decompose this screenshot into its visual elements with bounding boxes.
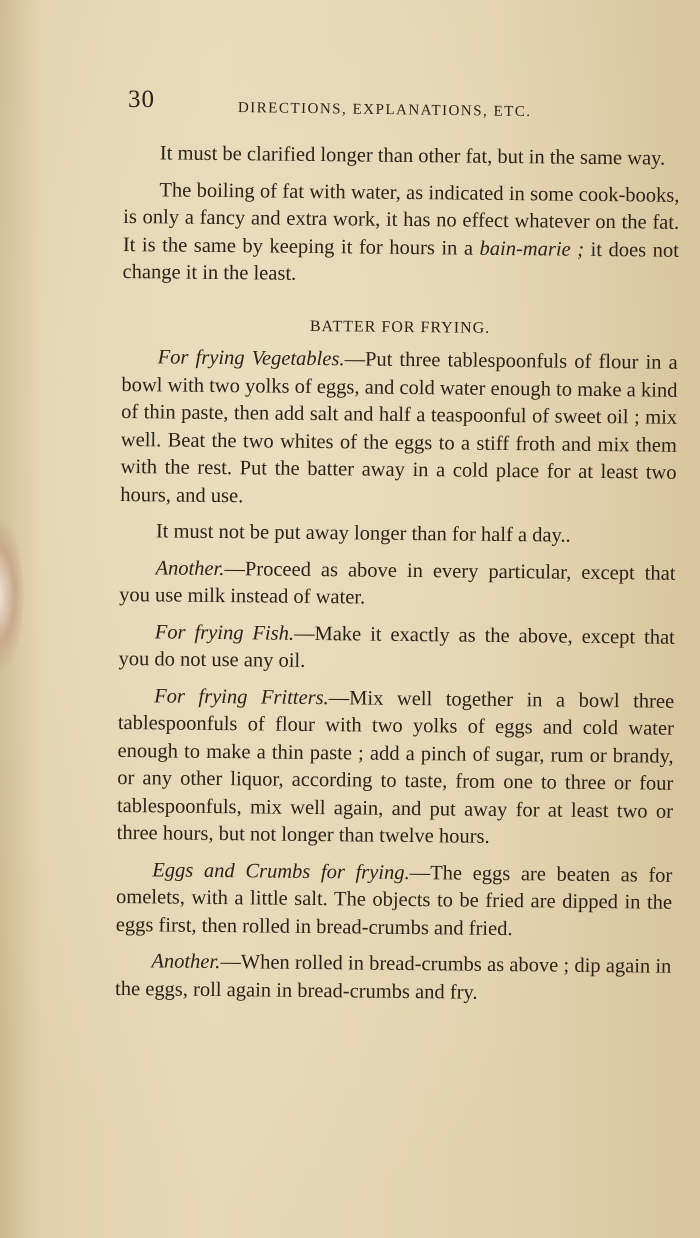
section-heading: BATTER FOR FRYING. <box>309 317 491 337</box>
entry-another-milk <box>119 554 676 615</box>
entry-text: —Make it exactly as the above, except that you do not use any oil. <box>118 622 675 672</box>
entry-lead: For frying Fish. <box>154 620 295 645</box>
entry-text: —Put three tablespoonfuls of flour in a bowl with two yolks of eggs, and cold water enough to make a kind of thin paste, then add salt and half a teaspoonful of sweet oil ; mix well. Beat the two whites of the eggs to a stiff froth and mix them with the rest. Put the batter away in a cold place for at least two hours, and use. <box>120 348 678 507</box>
thumb-shadow <box>0 520 24 670</box>
entry-fritters <box>117 682 675 853</box>
entry-lead: For frying Vegetables. <box>157 346 345 371</box>
page-number: 30 <box>128 86 155 113</box>
running-head: DIRECTIONS, EXPLANATIONS, ETC. <box>237 100 532 121</box>
page-body <box>115 140 680 1018</box>
paragraph-boiling-fat-end: it does not change it in the least. <box>122 238 680 285</box>
entry-another-crumbs <box>115 948 672 1009</box>
entry-text: —The eggs are beaten as for omelets, with a little salt. The objects to be fried are dipped in the eggs first, then rolled in bread-crumbs and fried. <box>115 861 673 940</box>
entry-text: —Proceed as above in every particular, except that you use milk instead of water. <box>119 557 676 609</box>
entry-lead: Another. <box>151 950 221 974</box>
entry-lead: Eggs and Crumbs for frying. <box>152 858 410 884</box>
bain-marie-term: bain-marie ; <box>479 237 585 261</box>
entry-vegetables <box>120 344 678 515</box>
entry-eggs-crumbs <box>116 856 673 944</box>
paragraph-clarified: It must be clarified longer than other fat, but in the same way. <box>159 142 666 170</box>
entry-lead: For frying Fritters. <box>154 684 329 709</box>
entry-text: It must not be put away longer than for half a day.. <box>155 520 571 547</box>
entry-text: —When rolled in bread-crumbs as above ; dip again in the eggs, roll again in bread-crumbs and fry. <box>114 951 672 1004</box>
entry-lead: Another. <box>155 556 225 580</box>
page-header <box>128 86 598 122</box>
paragraph-boiling-fat-text: The boiling of fat with water, as indicated in some cook-books, is only a fancy and extra work, it has no effect whatever on the fat. It is the same by keeping it for hours in a <box>122 178 680 260</box>
paragraph-boiling-fat <box>122 176 679 292</box>
entry-note <box>120 518 676 551</box>
entry-fish <box>118 618 675 679</box>
entry-text: —Mix well together in a bowl three tablespoonfuls of flour with two yolks of eggs and cold water enough to make a thin paste ; add a pinch of sugar, rum or brandy, or any other liquor, according to taste, from one to three or four tablespoonfuls, mix well again, and put away for at least two or three hours, but not longer than twelve hours. <box>116 686 675 848</box>
